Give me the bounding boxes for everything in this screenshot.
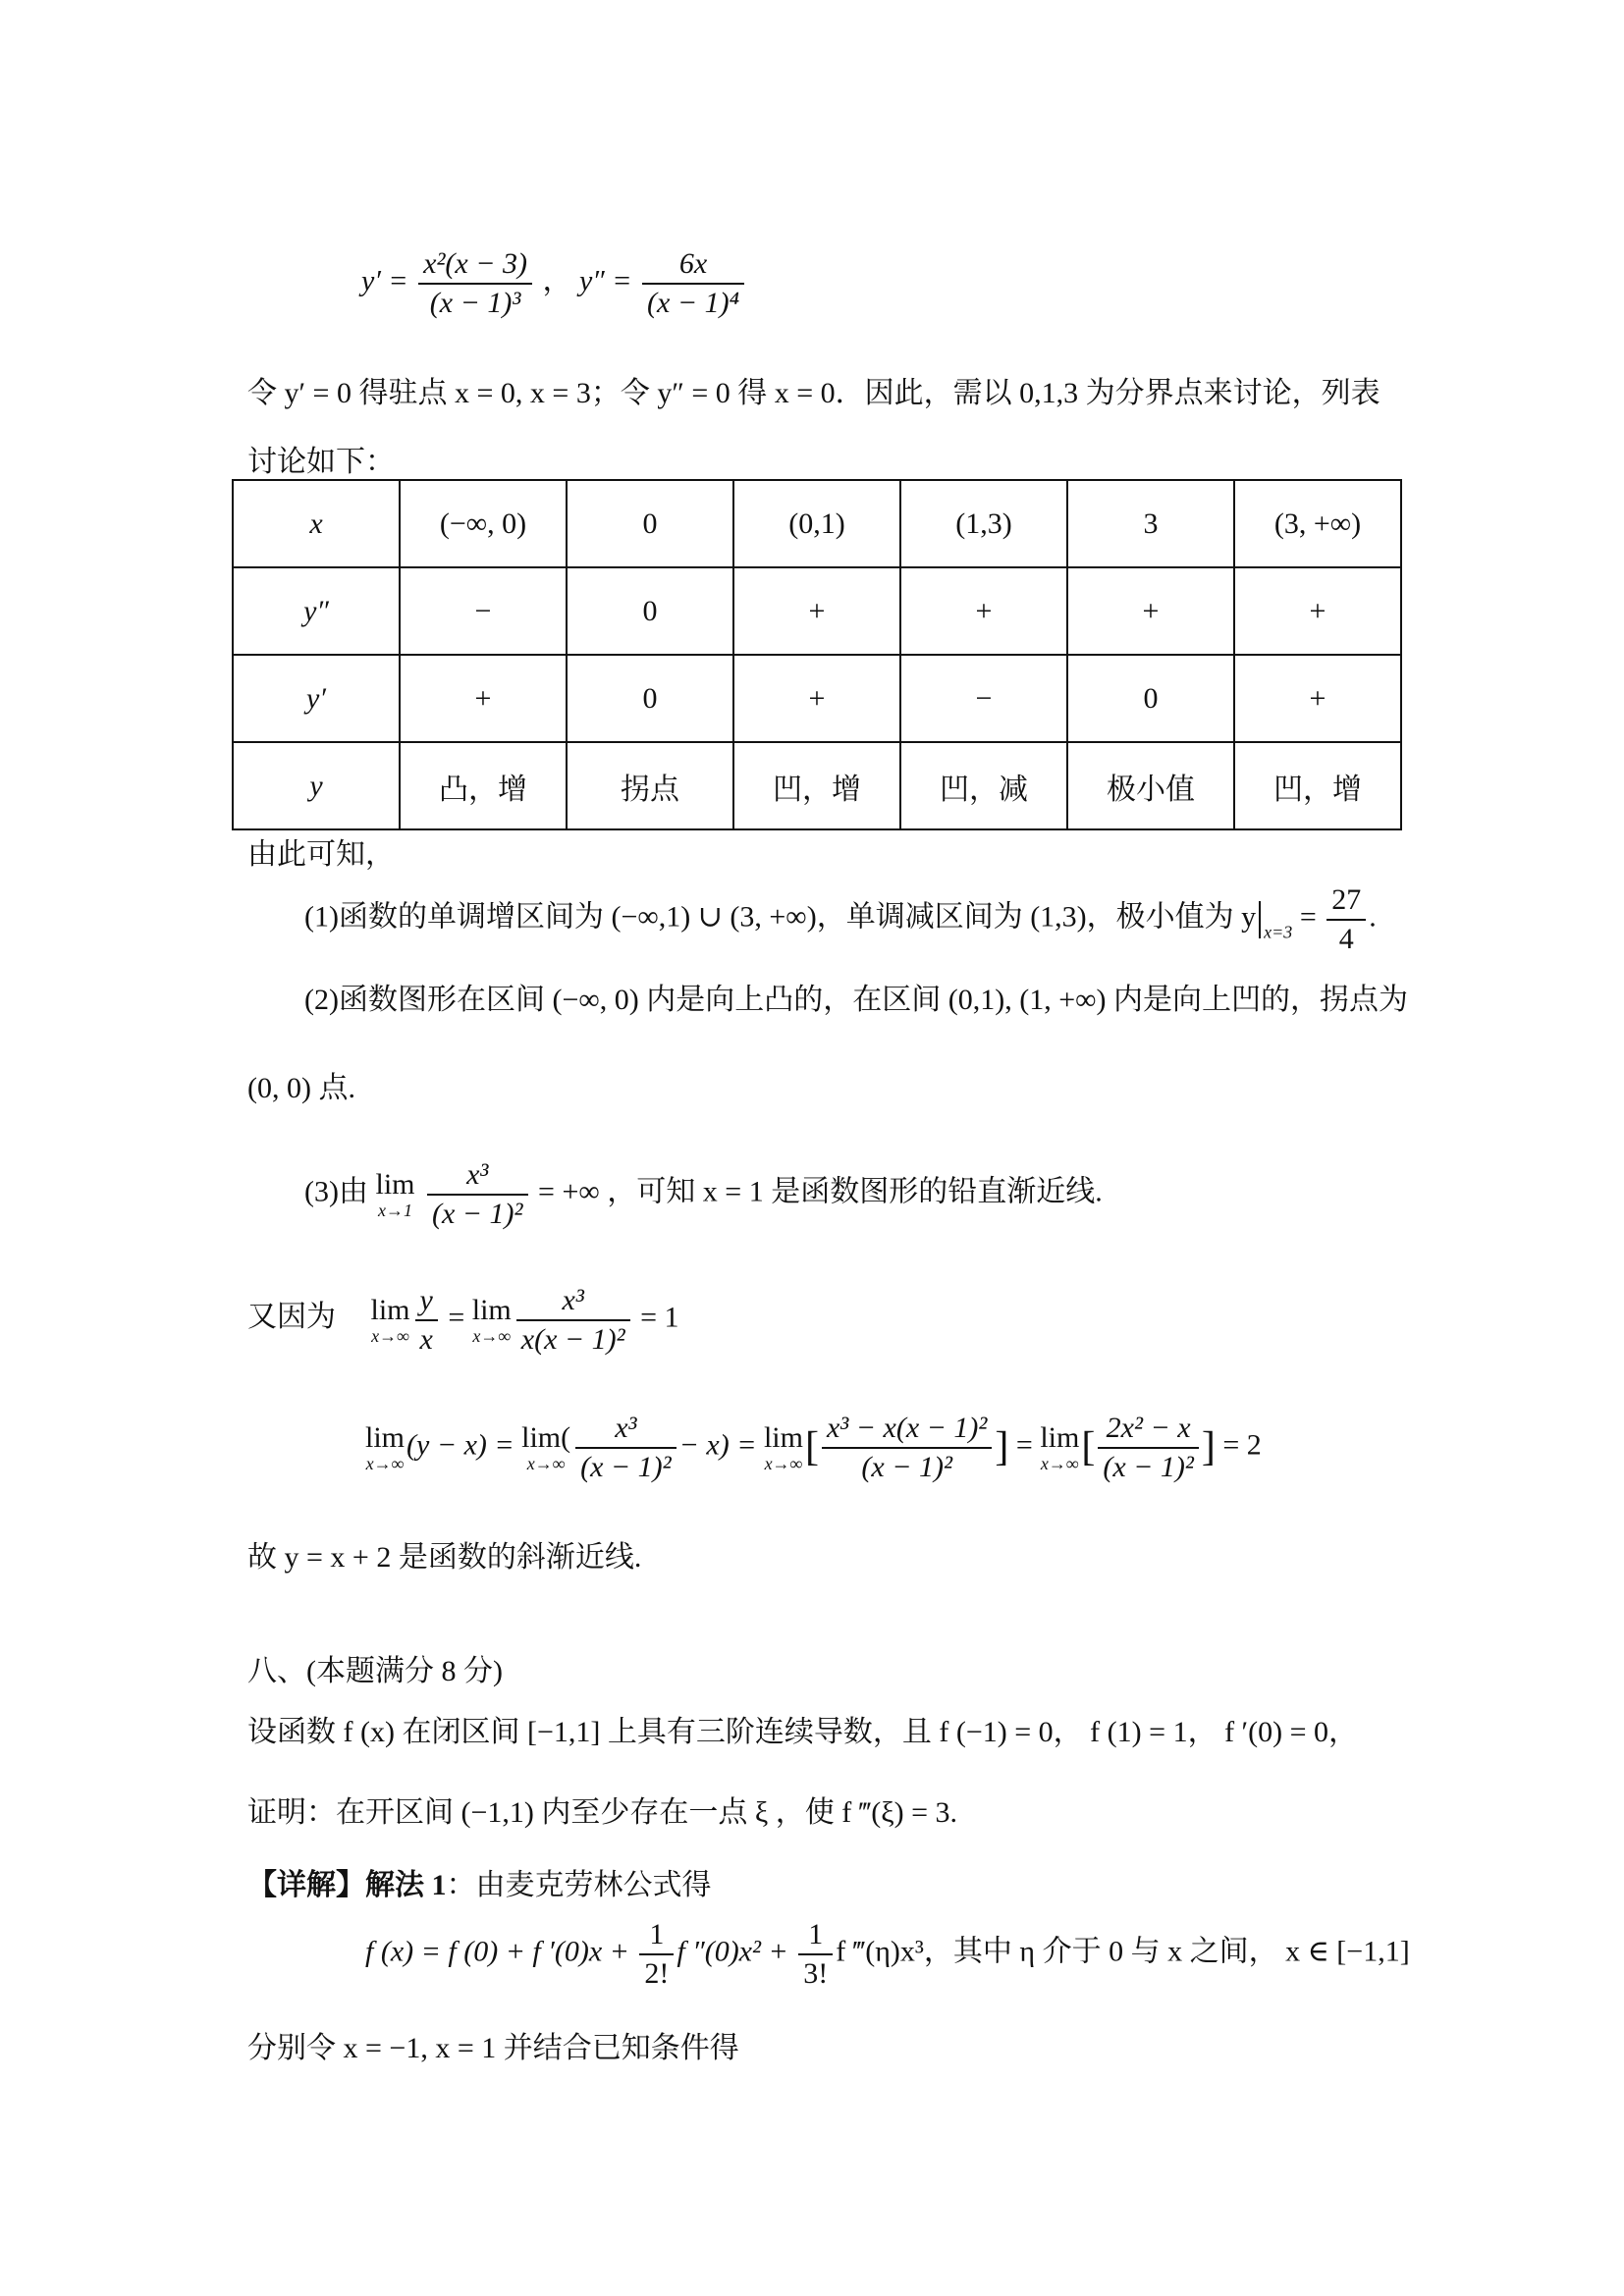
formula-part-b: f ″(0)x² + xyxy=(677,1935,788,1968)
table-cell: 拐点 xyxy=(567,742,733,829)
asymptote-limit-2: lim x→∞ (y − x) = lim( x→∞ $\frac{\text{x³}}{\text{(x − 1)²}}$ − x) = lim x→∞ [ $\frac{\text{x³ − x(x − 1)²}}{\text{(x − 1)²}}$ ] = lim x→∞ [ $\frac{\text{2x² − x}}{\text{(x − 1)²}}$ ] = 2 xyxy=(365,1410,1262,1485)
y2-denominator: (x − 1)⁴ xyxy=(647,286,740,319)
item-1-subscript: x=3 xyxy=(1264,922,1293,942)
denominator: x(x − 1)² xyxy=(520,1322,625,1356)
lim-text: lim xyxy=(365,1420,406,1454)
denominator: (x − 1)² xyxy=(861,1450,952,1483)
paragraph-line: (2)函数图形在区间 (−∞, 0) 内是向上凸的，在区间 (0,1), (1, +∞) 内是向上凹的，拐点为 xyxy=(304,984,1409,1016)
table-cell: + xyxy=(400,655,567,742)
solution-method: 解法 1 xyxy=(365,1869,447,1901)
bracket-close: ] xyxy=(1201,1424,1216,1470)
fraction xyxy=(415,1282,438,1358)
table-cell: y′ xyxy=(233,655,400,742)
item-3 xyxy=(304,1156,1103,1232)
limit-operator xyxy=(521,1420,571,1473)
y1-fraction xyxy=(418,245,532,321)
table-cell: y xyxy=(233,742,400,829)
limit-operator xyxy=(370,1293,410,1346)
y2-numerator: 6x xyxy=(642,245,744,285)
fraction xyxy=(822,1410,992,1485)
lim-subscript: x→∞ xyxy=(365,1453,405,1473)
paragraph-line: 令 y′ = 0 得驻点 x = 0, x = 3；令 y″ = 0 得 x = 0．因此，需以 0,1,3 为分界点来讨论，列表 xyxy=(247,377,1380,409)
formula-part-a: f (x) = f (0) + f ′(0)x + xyxy=(365,1935,629,1968)
problem-line: 证明：在开区间 (−1,1) 内至少存在一点 ξ ，使 f ‴(ξ) = 3. xyxy=(247,1796,958,1829)
limit-operator xyxy=(375,1167,415,1220)
limit-operator xyxy=(471,1293,512,1346)
numerator: x³ − x(x − 1)² xyxy=(822,1410,992,1449)
table-cell: 0 xyxy=(567,567,733,655)
table-row xyxy=(233,655,1401,742)
maclaurin-formula xyxy=(365,1916,1410,1992)
separator: ， xyxy=(542,264,572,297)
table-row xyxy=(233,742,1401,829)
also-label: 又因为 xyxy=(247,1301,336,1334)
result: = 2 xyxy=(1222,1428,1262,1462)
formula-part-c: f ‴(η)x³，其中 η 介于 0 与 x 之间， x ∈ [−1,1] xyxy=(836,1935,1410,1968)
y1-numerator: x²(x − 3) xyxy=(418,245,532,285)
table-cell: (1,3) xyxy=(900,480,1067,567)
lim-text: lim xyxy=(375,1167,415,1201)
numerator: x³ xyxy=(575,1410,677,1449)
table-cell: x xyxy=(233,480,400,567)
lim-subscript: x→∞ xyxy=(764,1453,803,1473)
table-cell: + xyxy=(1234,567,1401,655)
fraction xyxy=(1098,1410,1199,1485)
y1-label: y′ = xyxy=(361,264,408,297)
table-cell: 3 xyxy=(1067,480,1234,567)
table-cell: + xyxy=(1067,567,1234,655)
table-cell: 凹，增 xyxy=(1234,742,1401,829)
item-1-eq: = xyxy=(1299,900,1317,934)
fraction xyxy=(639,1916,674,1992)
fraction xyxy=(575,1410,677,1485)
bracket-close: ] xyxy=(995,1424,1009,1470)
lim-subscript: x→∞ xyxy=(472,1325,512,1346)
numerator: 1 xyxy=(639,1916,674,1955)
numerator: 2x² − x xyxy=(1098,1410,1199,1449)
item-3-denominator: (x − 1)² xyxy=(432,1197,523,1230)
paragraph-line: 分别令 x = −1, x = 1 并结合已知条件得 xyxy=(247,2032,739,2064)
denominator: 3! xyxy=(803,1956,829,1990)
item-3-post: = +∞ ，可知 x = 1 是函数图形的铅直渐近线. xyxy=(538,1175,1103,1208)
table-cell: 凹，增 xyxy=(733,742,900,829)
table-cell: 凸，增 xyxy=(400,742,567,829)
table-row xyxy=(233,567,1401,655)
item-1-end: . xyxy=(1369,900,1377,934)
problem-line: 设函数 f (x) 在闭区间 [−1,1] 上具有三阶连续导数，且 f (−1) = 0， f (1) = 1， f ′(0) = 0， xyxy=(247,1716,1359,1748)
section-heading: 八、(本题满分 8 分) xyxy=(247,1655,503,1687)
item-1-fraction xyxy=(1326,881,1366,957)
item-1 xyxy=(304,881,1377,957)
bracket-open: [ xyxy=(804,1424,819,1470)
limit-operator xyxy=(365,1420,406,1473)
fraction xyxy=(798,1916,833,1992)
item-3-numerator: x³ xyxy=(427,1156,528,1196)
lim-text: lim xyxy=(1040,1420,1080,1454)
table-cell: 0 xyxy=(567,480,733,567)
table-cell: − xyxy=(400,567,567,655)
item-3-fraction xyxy=(427,1156,528,1232)
paragraph-line: (0, 0) 点. xyxy=(247,1072,355,1104)
item-1-denominator: 4 xyxy=(1338,922,1354,955)
y1-denominator: (x − 1)³ xyxy=(429,286,521,319)
item-1-text: (1)函数的单调增区间为 (−∞,1) ∪ (3, +∞)，单调减区间为 (1,3)，极小值为 y xyxy=(304,900,1257,934)
table-cell: + xyxy=(733,567,900,655)
paragraph-line: 由此可知， xyxy=(247,838,395,871)
limit-operator xyxy=(763,1420,803,1473)
denominator: x xyxy=(419,1322,433,1356)
lim-subscript: x→∞ xyxy=(1040,1453,1079,1473)
table-cell: + xyxy=(733,655,900,742)
lim-text: lim( xyxy=(521,1420,571,1454)
lim-subscript: x→∞ xyxy=(526,1453,566,1473)
table-header-row xyxy=(233,480,1401,567)
lim-subscript: x→∞ xyxy=(371,1325,409,1346)
y2-label: y″ = xyxy=(578,264,632,297)
denominator: 2! xyxy=(644,1956,670,1990)
numerator: x³ xyxy=(516,1282,630,1321)
expr-a: (y − x) = xyxy=(406,1428,514,1462)
numerator: 1 xyxy=(798,1916,833,1955)
table-cell: 极小值 xyxy=(1067,742,1234,829)
table-cell: (−∞, 0) xyxy=(400,480,567,567)
limit-operator xyxy=(1040,1420,1080,1473)
table-cell: 凹，减 xyxy=(900,742,1067,829)
asymptote-limit-1: 又因为 lim x→∞ $\frac{y}{x}$ = lim x→∞ $\frac{\text{x³}}{\text{x(x − 1)²}}$ = 1 xyxy=(247,1282,679,1358)
lim-text: lim xyxy=(471,1293,512,1326)
item-3-pre: (3)由 xyxy=(304,1175,368,1208)
lim-subscript: x→1 xyxy=(377,1200,412,1220)
solution-text: ：由麦克劳林公式得 xyxy=(446,1869,712,1901)
solution-heading xyxy=(247,1871,712,1900)
expr-c: − x) = xyxy=(678,1428,757,1462)
numerator: y xyxy=(415,1282,438,1321)
table-cell: + xyxy=(900,567,1067,655)
result: = 1 xyxy=(640,1301,679,1334)
table-cell: + xyxy=(1234,655,1401,742)
table-cell: − xyxy=(900,655,1067,742)
table-cell: 0 xyxy=(567,655,733,742)
denominator: (x − 1)² xyxy=(1103,1450,1194,1483)
paragraph-line: 故 y = x + 2 是函数的斜渐近线. xyxy=(247,1541,642,1574)
denominator: (x − 1)² xyxy=(580,1450,672,1483)
derivative-equations xyxy=(361,245,747,321)
lim-text: lim xyxy=(763,1420,803,1454)
table-cell: (3, +∞) xyxy=(1234,480,1401,567)
lim-text: lim xyxy=(370,1293,410,1326)
table-cell: 0 xyxy=(1067,655,1234,742)
table-cell: y″ xyxy=(233,567,400,655)
fraction xyxy=(516,1282,630,1358)
item-1-numerator: 27 xyxy=(1326,881,1366,921)
sign-table xyxy=(232,479,1402,830)
solution-bracket: 【详解】 xyxy=(247,1869,365,1901)
bracket-open: [ xyxy=(1081,1424,1096,1470)
paragraph-line: 讨论如下： xyxy=(247,446,395,478)
table-cell: (0,1) xyxy=(733,480,900,567)
y2-fraction xyxy=(642,245,744,321)
